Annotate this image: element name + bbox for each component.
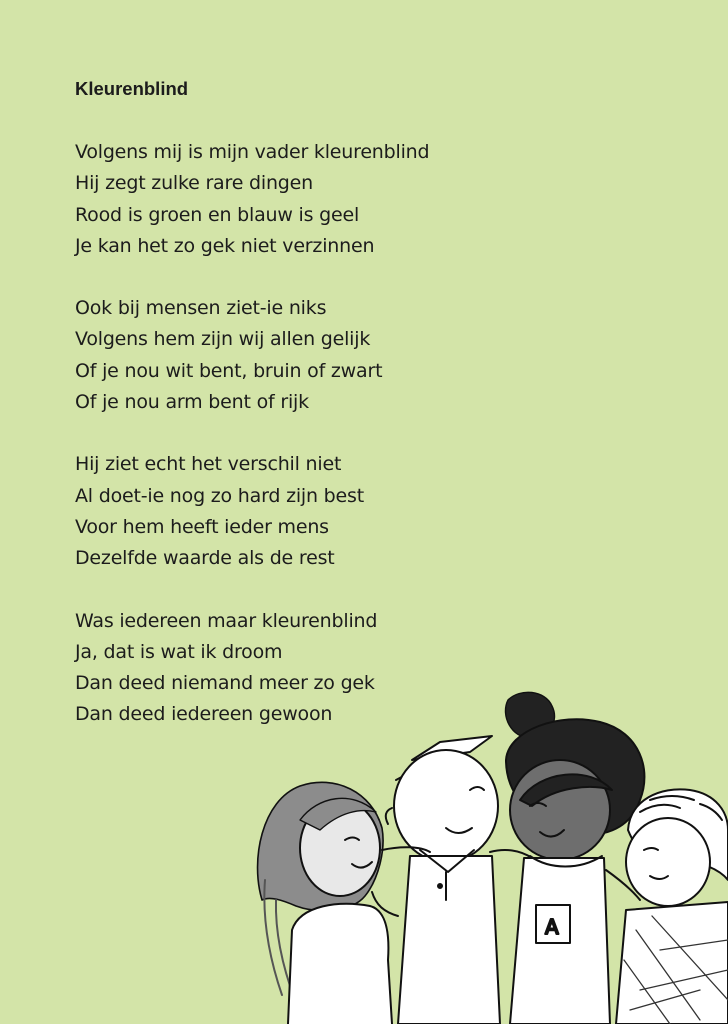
poem-line: Dan deed iedereen gewoon xyxy=(75,703,333,726)
poem-line: Al doet-ie nog zo hard zijn best xyxy=(75,484,364,507)
poem-line: Je kan het zo gek niet verzinnen xyxy=(75,234,375,257)
poem xyxy=(75,74,675,731)
children-illustration xyxy=(0,688,728,1024)
poem-line: Volgens hem zijn wij allen gelijk xyxy=(75,328,371,351)
poem-line: Volgens mij is mijn vader kleurenblind xyxy=(75,141,430,163)
poem-line: Hij ziet echt het verschil niet xyxy=(75,453,342,476)
poem-line: Dezelfde waarde als de rest xyxy=(75,547,335,570)
shirt-letter: A xyxy=(545,915,559,939)
stanza-2 xyxy=(75,293,675,418)
poem-title: Kleurenblind xyxy=(75,78,189,99)
poem-line: Ja, dat is wat ik droom xyxy=(75,640,283,663)
stanza-1 xyxy=(75,137,675,262)
girl-long-hair-figure xyxy=(258,782,398,1024)
poem-line: Of je nou wit bent, bruin of zwart xyxy=(75,359,383,382)
stanza-3 xyxy=(75,449,675,574)
poem-line: Dan deed niemand meer zo gek xyxy=(75,672,375,695)
poem-line: Voor hem heeft ieder mens xyxy=(75,515,329,538)
poem-line: Hij zegt zulke rare dingen xyxy=(75,172,313,195)
poem-line: Rood is groen en blauw is geel xyxy=(75,203,360,226)
poem-line: Was iedereen maar kleurenblind xyxy=(75,609,378,632)
poem-line: Of je nou arm bent of rijk xyxy=(75,391,309,414)
poem-line: Ook bij mensen ziet-ie niks xyxy=(75,297,327,320)
